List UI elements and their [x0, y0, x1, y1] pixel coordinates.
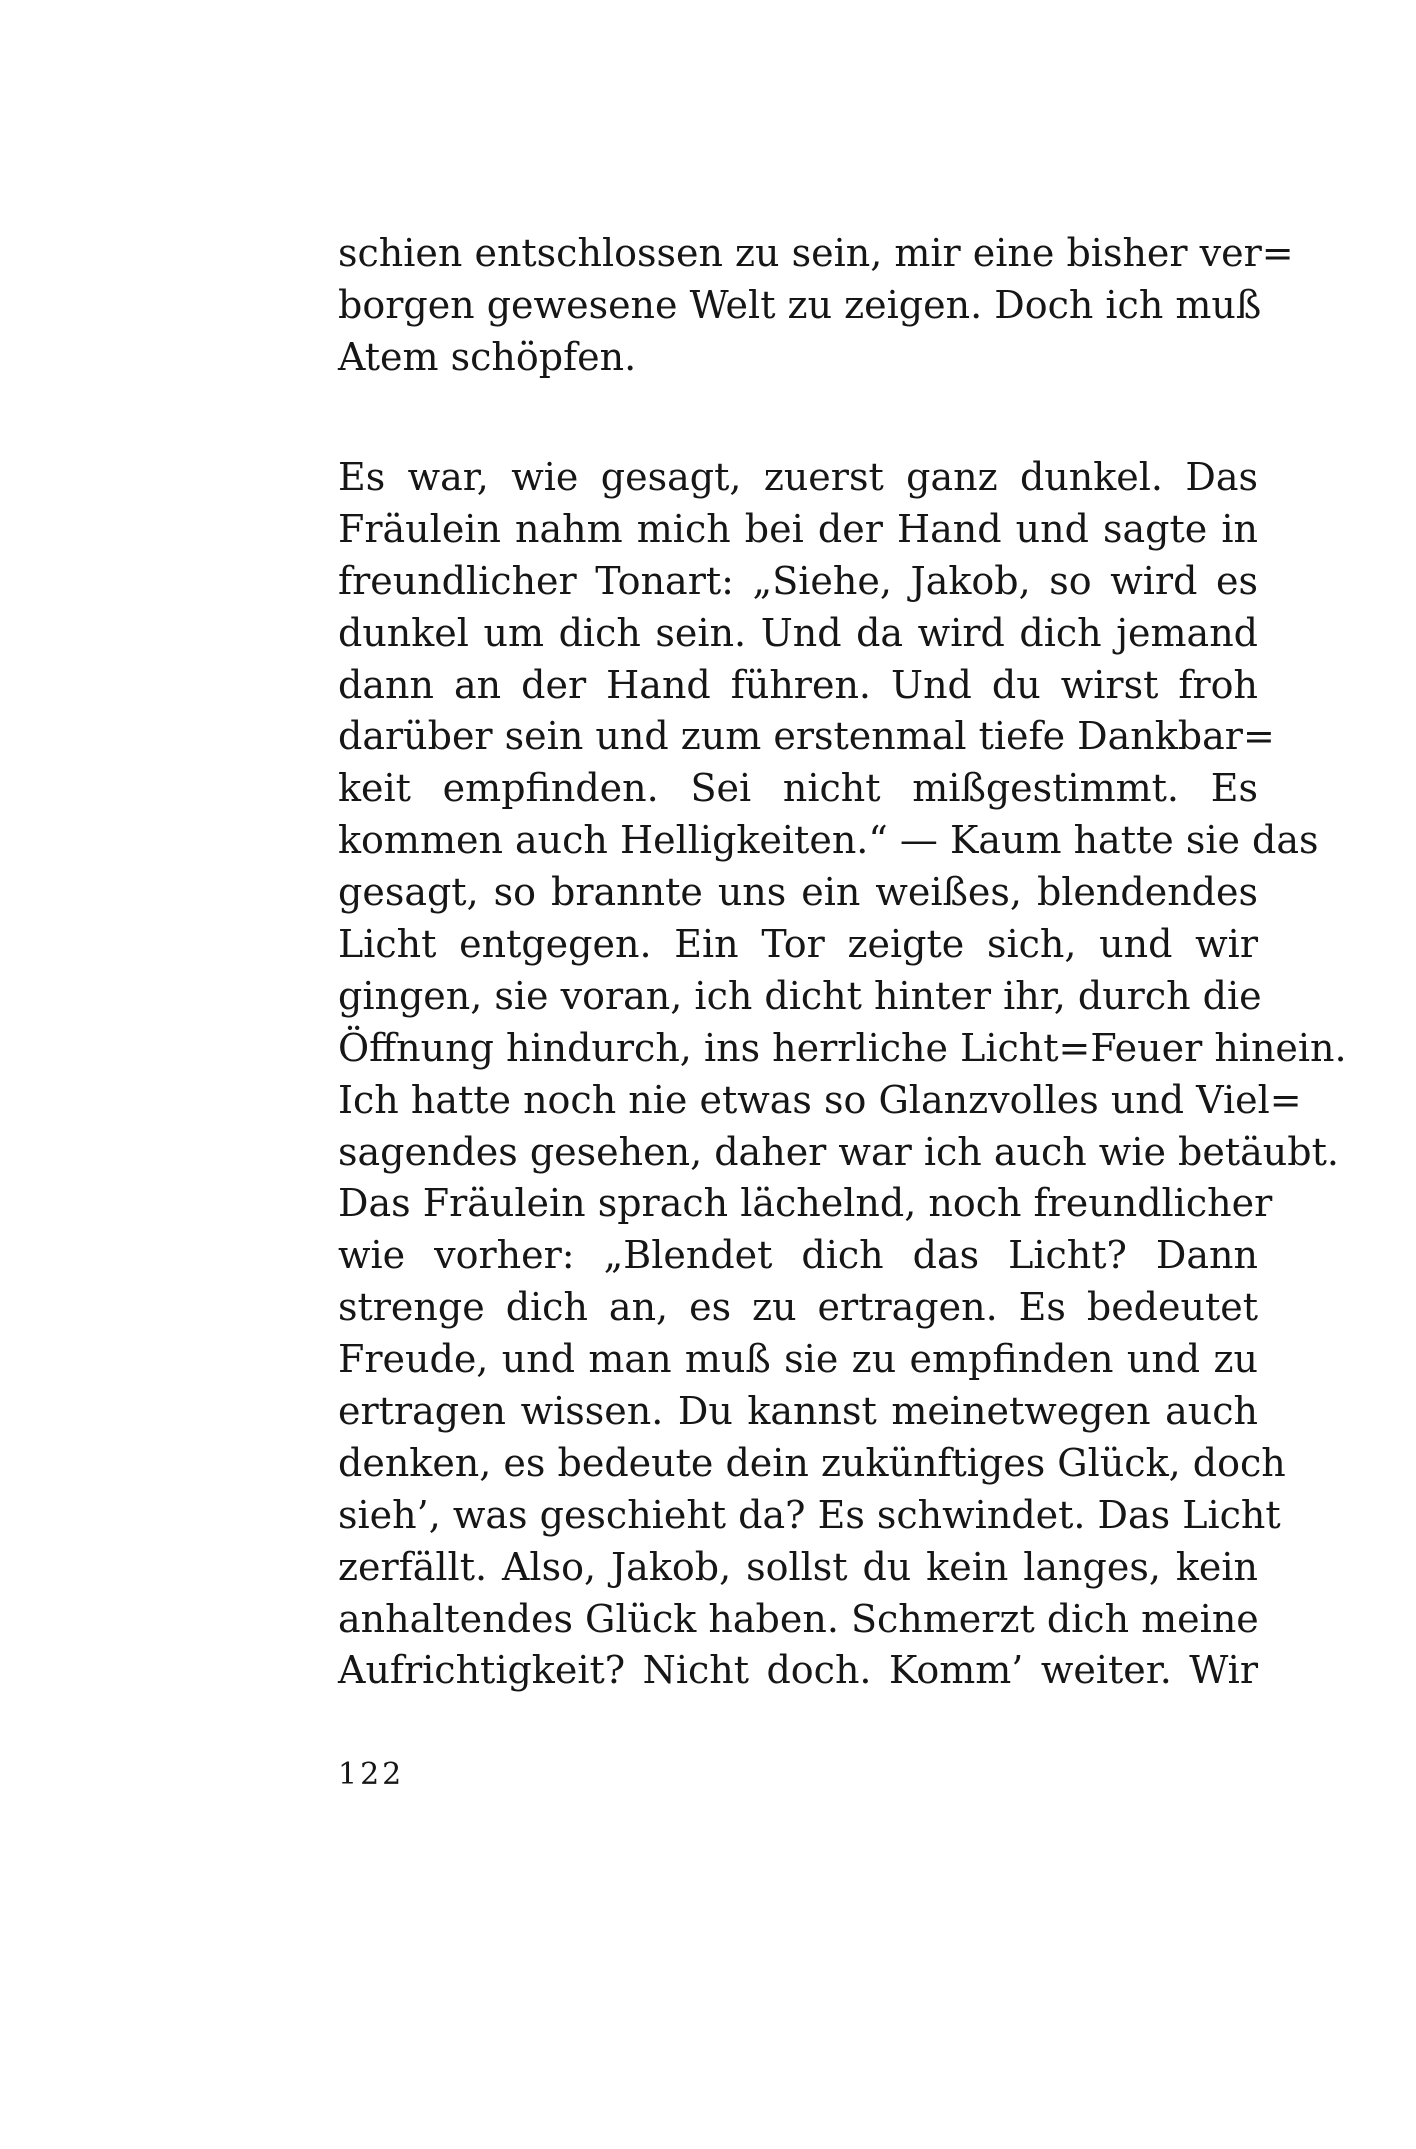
text-line: dann an der Hand führen. Und du wirst froh [338, 662, 1258, 707]
paragraph-1 [338, 228, 1294, 384]
text-line: gingen, sie voran, ich dicht hinter ihr, durch die [338, 973, 1262, 1018]
text-line: gesagt, so brannte uns ein weißes, blendendes [338, 870, 1258, 915]
text-line: freundlicher Tonart: „Siehe, Jakob, so wird es [338, 558, 1258, 603]
text-line: Fräulein nahm mich bei der Hand und sagte in [338, 506, 1258, 551]
text-line: zerfällt. Also, Jakob, sollst du kein langes, kein [338, 1544, 1258, 1589]
text-line: strenge dich an, es zu ertragen. Es bedeutet [338, 1285, 1258, 1330]
text-line: Atem schöpfen. [338, 334, 637, 379]
text-line: Öffnung hindurch, ins herrliche Licht=Feuer hinein. [338, 1025, 1347, 1070]
paragraph-2 [338, 452, 1347, 1697]
text-line: Ich hatte noch nie etwas so Glanzvolles und Viel= [338, 1077, 1302, 1122]
text-line: denken, es bedeute dein zukünftiges Glück, doch [338, 1440, 1286, 1485]
text-line: ertragen wissen. Du kannst meinetwegen auch [338, 1389, 1258, 1434]
text-line: Es war, wie gesagt, zuerst ganz dunkel. Das [338, 455, 1258, 499]
text-line: Licht entgegen. Ein Tor zeigte sich, und wir [338, 922, 1258, 967]
text-line: Aufrichtigkeit? Nicht doch. Komm’ weiter. Wir [338, 1648, 1258, 1693]
text-line: Freude, und man muß sie zu empfinden und zu [338, 1337, 1258, 1382]
text-line: sagendes gesehen, daher war ich auch wie betäubt. [338, 1129, 1339, 1174]
text-line: wie vorher: „Blendet dich das Licht? Dann [338, 1233, 1258, 1278]
text-line: sieh’, was geschieht da? Es schwindet. Das Licht [338, 1492, 1281, 1537]
text-line: darüber sein und zum erstenmal tiefe Dankbar= [338, 714, 1275, 759]
text-line: anhaltendes Glück haben. Schmerzt dich meine [338, 1596, 1259, 1641]
text-line: borgen gewesene Welt zu zeigen. Doch ich muß [338, 282, 1262, 327]
text-line: kommen auch Helligkeiten.“ — Kaum hatte sie das [338, 818, 1319, 863]
text-line: dunkel um dich sein. Und da wird dich jemand [338, 610, 1258, 655]
text-line: schien entschlossen zu sein, mir eine bisher ver= [338, 231, 1294, 275]
text-line: Das Fräulein sprach lächelnd, noch freundlicher [338, 1181, 1273, 1226]
page-number: 122 [338, 1757, 405, 1792]
text-line: keit empfinden. Sei nicht mißgestimmt. Es [338, 766, 1258, 811]
